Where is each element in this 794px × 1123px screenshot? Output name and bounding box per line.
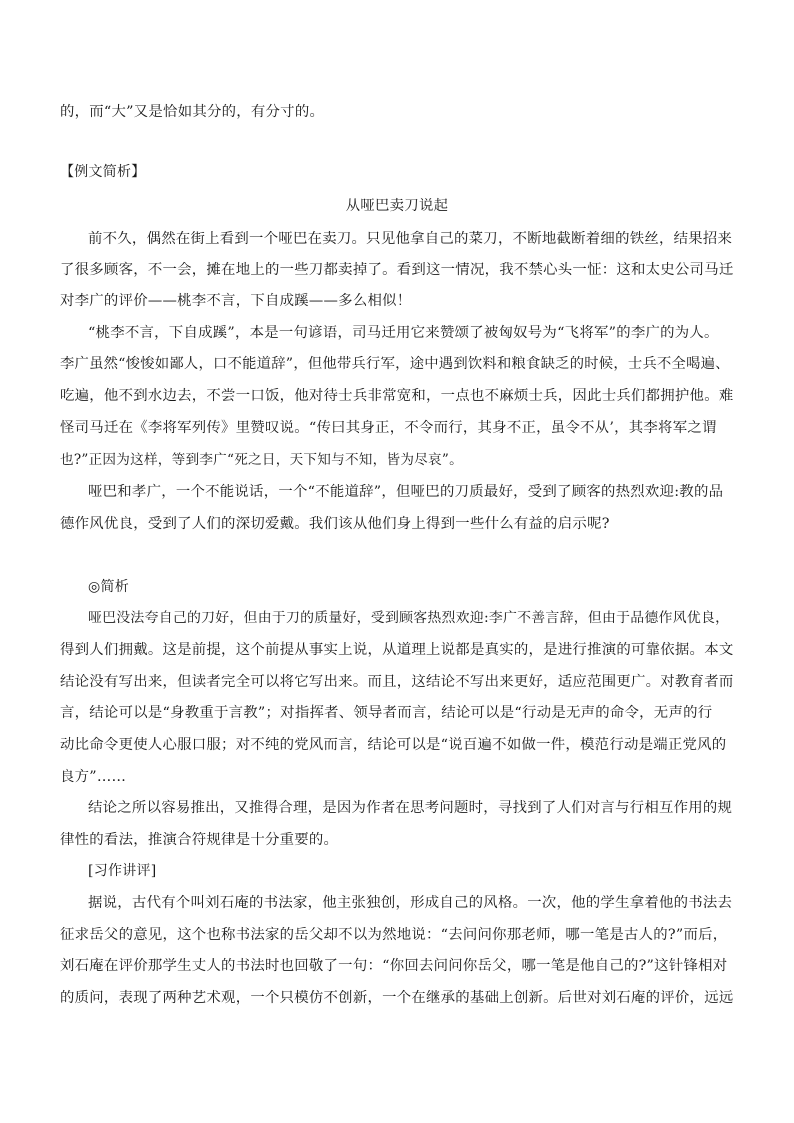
paragraph-4-line: 结论没有写出来，但读者完全可以将它写出来。而且，这结论不写出来更好，适应范围更广。对教育者而	[60, 674, 734, 690]
paragraph-6-line: 征求岳父的意见，这个也称书法家的岳父却不以为然地说：“去问问你那老师，哪一笔是古人的?”而后，	[60, 927, 728, 943]
paragraph-1-line: 前不久，偶然在街上看到一个哑巴在卖刀。只见他拿自己的菜刀，不断地截断着细的铁丝，结果招来	[88, 231, 733, 247]
paragraph-4-line: 哑巴没法夸自己的刀好，但由于刀的质量好，受到顾客热烈欢迎:李广不善言辞，但由于品德作风优良，	[88, 610, 730, 626]
paragraph-2-line: 怪司马迁在《李将军列传》里赞叹说。“传曰其身正，不令而行，其身不正，虽令不从’，其李将军之谓	[60, 420, 717, 436]
paragraph-5-line: 律性的看法，推演合符规律是十分重要的。	[60, 832, 339, 848]
paragraph-2-line: 吃遍，他不到水边去，不尝一口饭，他对待士兵非常宽和，一点也不麻烦士兵，因此士兵们都拥护他。难	[60, 388, 734, 404]
paragraph-1-line: 了很多顾客，不一会，摊在地上的一些刀都卖掉了。看到这一情况，我不禁心头一怔：这和太史公司马迁	[60, 262, 734, 278]
paragraph-4-line: 得到人们拥戴。这是前提，这个前提从事实上说，从道理上说都是真实的，是进行推演的可靠依据。本文	[60, 642, 734, 658]
paragraph-6-line: 据说，古代有个叫刘石庵的书法家，他主张独创，形成自己的风格。一次，他的学生拿着他的书法去	[88, 895, 733, 911]
paragraph-6-line: 的质问，表现了两种艺术观，一个只模仿不创新，一个在继承的基础上创新。后世对刘石庵的评价，远远	[60, 990, 734, 1006]
review-label: [习作讲评]	[88, 863, 157, 879]
paragraph-6-line: 刘石庵在评价那学生丈人的书法时也回敬了一句：“你回去问问你岳父，哪一笔是他自己的?”这针锋相对	[60, 958, 728, 974]
paragraph-2-line: “桃李不言，下自成蹊”，本是一句谚语，司马迁用它来赞颂了被匈奴号为“飞将军”的李广的为人。	[88, 325, 719, 341]
analysis-label: ◎简析	[88, 579, 129, 595]
section-label-example: 【例文简析】	[60, 164, 146, 180]
paragraph-4-line: 言，结论可以是“身教重于言教”；对指挥者、领导者而言，结论可以是“行动是无声的命令，无声的行	[60, 705, 713, 721]
paragraph-2-line: 李广虽然“悛悛如鄙人，口不能道辞”，但他带兵行军，途中遇到饮料和粮食缺乏的时候，士兵不全喝遍、	[60, 356, 730, 372]
paragraph-3-line: 德作风优良，受到了人们的深切爱戴。我们该从他们身上得到一些什么有益的启示呢?	[60, 516, 610, 532]
paragraph-5-line: 结论之所以容易推出，又推得合理，是因为作者在思考问题时，寻找到了人们对言与行相互作用的规	[88, 800, 733, 816]
paragraph-1-line: 对李广的评价——桃李不言，下自成蹊——多么相似！	[60, 293, 412, 309]
essay-title: 从哑巴卖刀说起	[345, 198, 449, 214]
paragraph-3-line: 哑巴和孝广，一个不能说话，一个“不能道辞”，但哑巴的刀质最好，受到了顾客的热烈欢迎:教的品	[88, 484, 724, 500]
continuation-line: 的，而“大”又是恰如其分的，有分寸的。	[60, 104, 325, 120]
paragraph-4-line: 良方”……	[60, 769, 127, 785]
paragraph-2-line: 也?”正因为这样，等到李广“死之日，天下知与不知，皆为尽哀”。	[60, 452, 463, 468]
paragraph-4-line: 动比命令更使人心服口服；对不纯的党风而言，结论可以是“说百遍不如做一件，模范行动是端正党风的	[60, 737, 727, 753]
